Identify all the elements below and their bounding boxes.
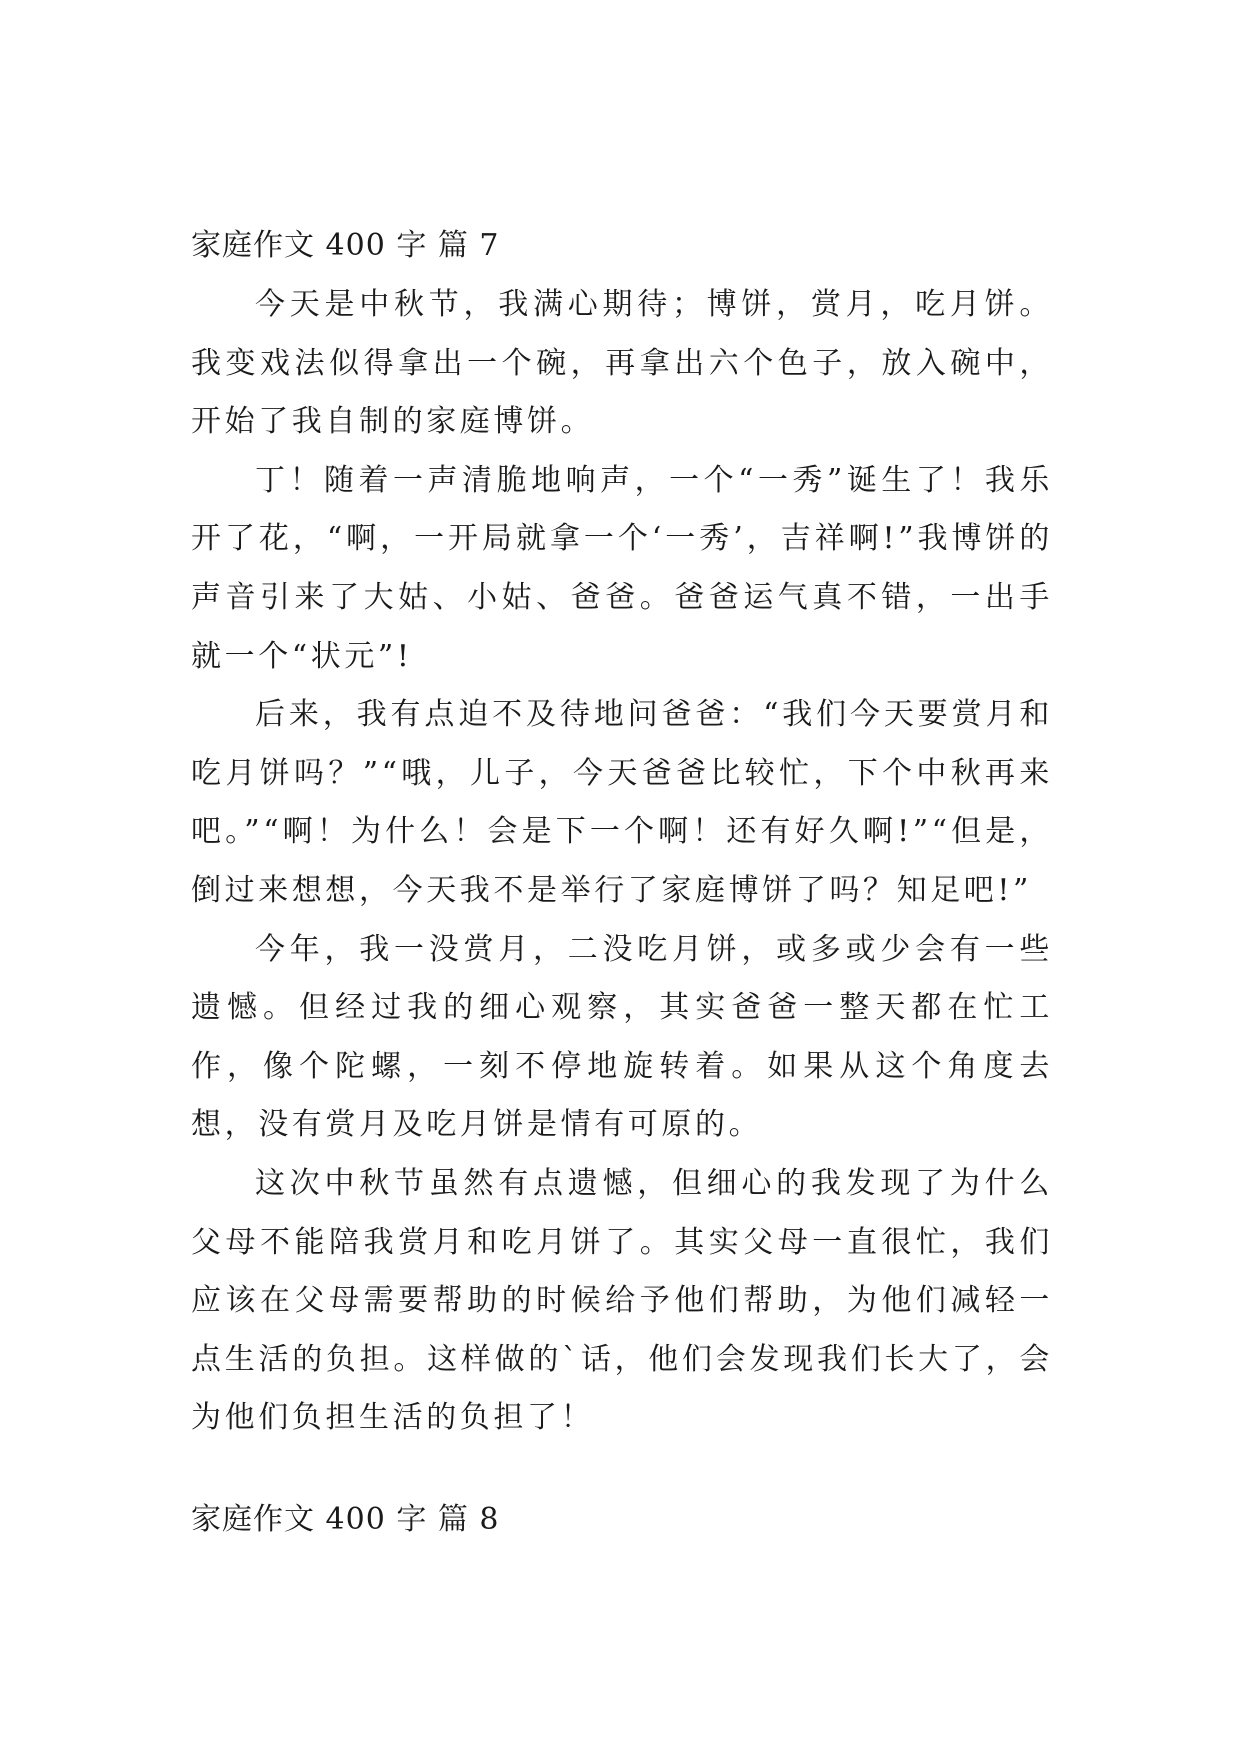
paragraph: 今天是中秋节，我满心期待；博饼，赏月，吃月饼。我变戏法似得拿出一个碗，再拿出六个色子，放入碗中，开始了我自制的家庭博饼。 xyxy=(191,287,1053,440)
section-heading: 家庭作文 400 字 篇 8 xyxy=(191,1502,500,1537)
paragraph: 后来，我有点迫不及待地问爸爸：“我们今天要赏月和吃月饼吗？”“哦，儿子，今天爸爸比较忙，下个中秋再来吧。”“啊！为什么！会是下一个啊！还有好久啊!”“但是，倒过来想想，今天我不是举行了家庭博饼了吗？知足吧!” xyxy=(191,697,1053,908)
paragraph: 这次中秋节虽然有点遗憾，但细心的我发现了为什么父母不能陪我赏月和吃月饼了。其实父母一直很忙，我们应该在父母需要帮助的时候给予他们帮助，为他们减轻一点生活的负担。这样做的`话，他们会发现我们长大了，会为他们负担生活的负担了！ xyxy=(191,1165,1053,1436)
paragraph: 丁！随着一声清脆地响声，一个“一秀”诞生了！我乐开了花，“啊，一开局就拿一个‘一秀’，吉祥啊!”我博饼的声音引来了大姑、小姑、爸爸。爸爸运气真不错，一出手就一个“状元”! xyxy=(191,462,1053,674)
section-heading: 家庭作文 400 字 篇 7 xyxy=(191,228,500,263)
section-body xyxy=(191,276,1053,1448)
paragraph: 今年，我一没赏月，二没吃月饼，或多或少会有一些遗憾。但经过我的细心观察，其实爸爸一整天都在忙工作，像个陀螺，一刻不停地旋转着。如果从这个角度去想，没有赏月及吃月饼是情有可原的。 xyxy=(191,931,1053,1143)
